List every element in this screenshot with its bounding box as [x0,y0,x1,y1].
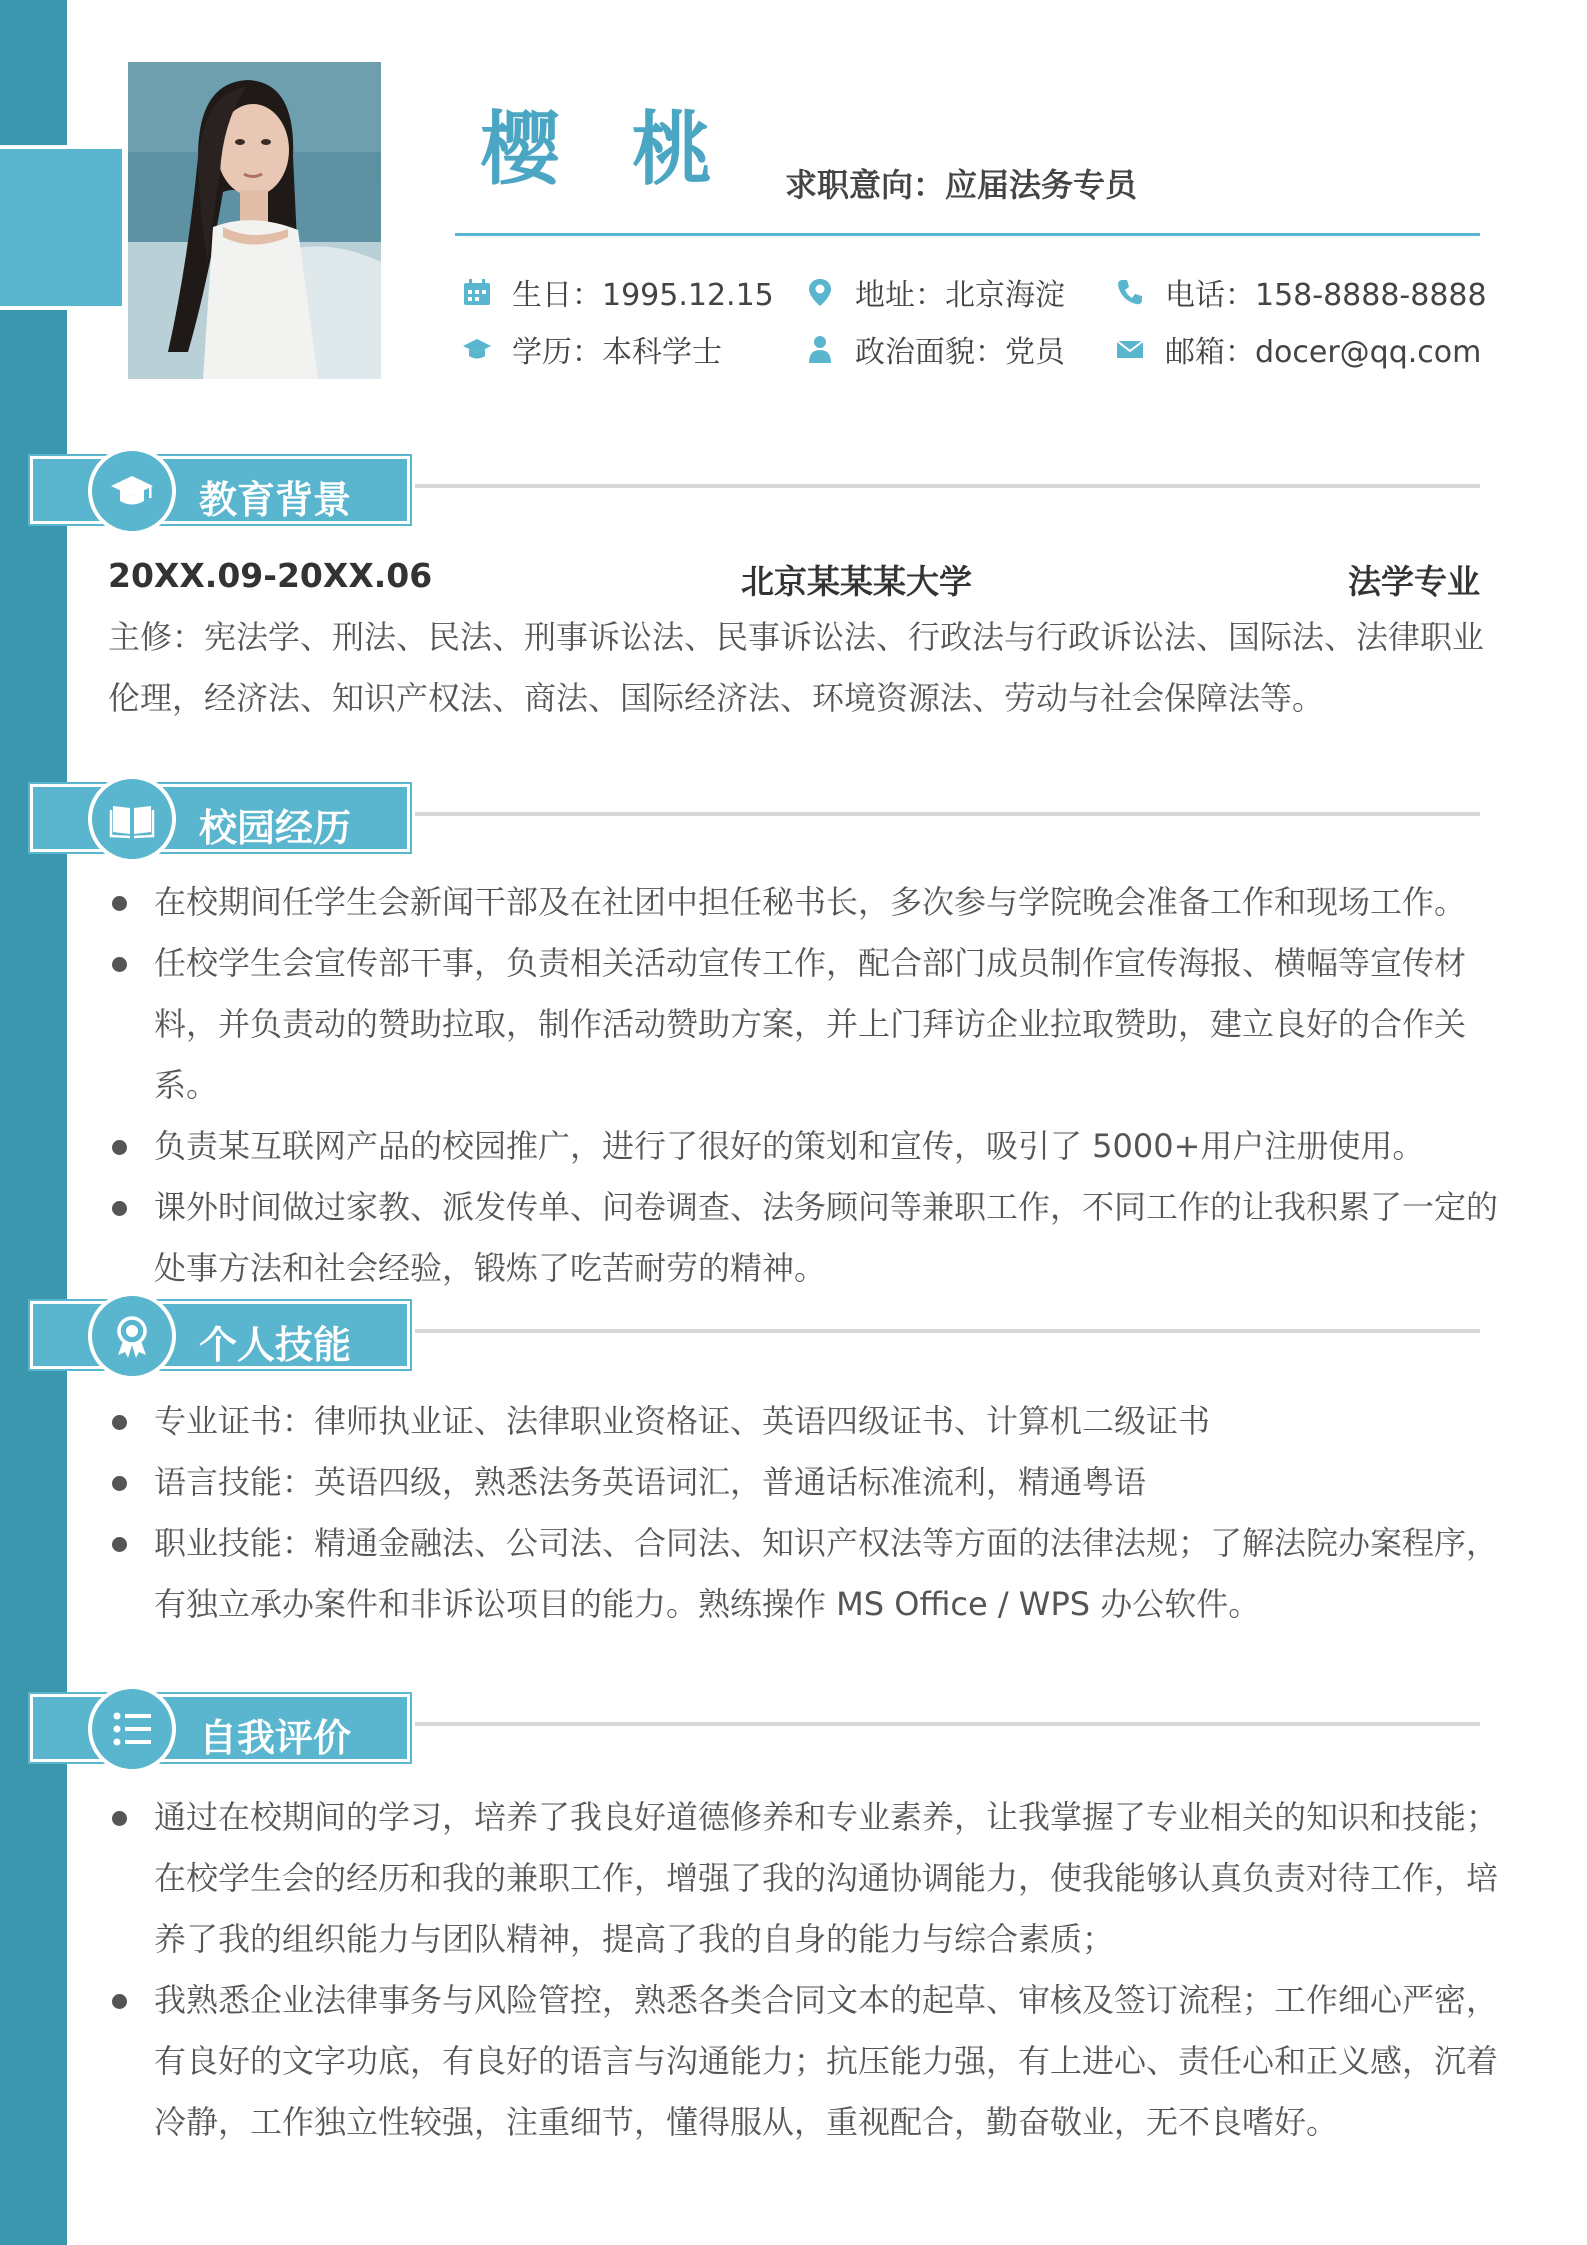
list-item: 语言技能：英语四级，熟悉法务英语词汇，普通话标准流利，精通粤语 [108,1452,1498,1513]
list-icon [88,1685,176,1773]
graduation-cap-small-icon [462,334,492,364]
person-icon [805,334,835,364]
location-pin-icon [805,277,835,307]
self-eval-list [108,1787,1498,2153]
section-title-skills: 个人技能 [199,1323,352,1367]
info-email [1115,327,1481,371]
section-title-campus: 校园经历 [199,806,352,850]
info-phone [1115,270,1487,314]
section-title-self-eval: 自我评价 [199,1716,352,1760]
profile-photo [128,62,381,379]
portrait-illustration [128,62,381,379]
section-rule-self-eval [415,1722,1480,1726]
education-text: 学历：本科学士 [512,335,722,370]
candidate-name: 樱 桃 [480,103,734,196]
education-row [108,556,1480,600]
section-header-self-eval [30,1694,410,1762]
left-sidebar-bar [0,0,67,2245]
email-text: 邮箱：docer@qq.com [1165,335,1482,370]
award-icon [88,1292,176,1380]
list-item: 我熟悉企业法律事务与风险管控，熟悉各类合同文本的起草、审核及签订流程；工作细心严密，有良好的文字功底，有良好的语言与沟通能力；抗压能力强，有上进心、责任心和正义感，沉着冷静，工作独立性较强，注重细节，懂得服从，重视配合，勤奋敬业，无不良嗜好。 [108,1970,1498,2153]
info-address [805,270,1065,314]
section-rule-skills [415,1329,1480,1333]
info-political [805,327,1065,371]
list-item: 课外时间做过家教、派发传单、问卷调查、法务顾问等兼职工作，不同工作的让我积累了一定的处事方法和社会经验，锻炼了吃苦耐劳的精神。 [108,1177,1498,1299]
address-text: 地址：北京海淀 [855,278,1065,313]
calendar-icon [462,277,492,307]
section-header-education [30,456,410,524]
section-rule-campus [415,812,1480,816]
section-header-campus [30,784,410,852]
skills-list [108,1391,1498,1635]
list-item: 在校期间任学生会新闻干部及在社团中担任秘书长，多次参与学院晚会准备工作和现场工作。 [108,872,1498,933]
list-item: 职业技能：精通金融法、公司法、合同法、知识产权法等方面的法律法规；了解法院办案程序，有独立承办案件和非诉讼项目的能力。熟练操作 MS Office / WPS 办公软件。 [108,1513,1498,1635]
education-school: 北京某某某大学 [741,562,972,601]
education-period: 20XX.09-20XX.06 [108,556,433,595]
phone-icon [1115,277,1145,307]
campus-list [108,872,1498,1299]
section-rule-education [415,484,1480,488]
education-major: 法学专业 [1348,562,1480,601]
phone-text: 电话：158-8888-8888 [1165,278,1487,313]
job-intent: 求职意向：应届法务专员 [785,166,1138,204]
header-divider [455,233,1480,236]
mail-icon [1115,334,1145,364]
section-header-skills [30,1301,410,1369]
list-item: 专业证书：律师执业证、法律职业资格证、英语四级证书、计算机二级证书 [108,1391,1498,1452]
left-accent-block [0,145,122,310]
info-birth [462,270,774,314]
section-title-education: 教育背景 [199,478,352,522]
book-icon [88,775,176,863]
info-education [462,327,722,371]
graduation-cap-icon [88,447,176,535]
education-courses: 主修：宪法学、刑法、民法、刑事诉讼法、民事诉讼法、行政法与行政诉讼法、国际法、法律职业伦理，经济法、知识产权法、商法、国际经济法、环境资源法、劳动与社会保障法等。 [108,618,1485,717]
list-item: 通过在校期间的学习，培养了我良好道德修养和专业素养，让我掌握了专业相关的知识和技能；在校学生会的经历和我的兼职工作，增强了我的沟通协调能力，使我能够认真负责对待工作，培养了我的组织能力与团队精神，提高了我的自身的能力与综合素质； [108,1787,1498,1970]
list-item: 负责某互联网产品的校园推广，进行了很好的策划和宣传，吸引了 5000+用户注册使用。 [108,1116,1498,1177]
political-text: 政治面貌：党员 [855,335,1065,370]
birth-text: 生日：1995.12.15 [512,278,774,313]
list-item: 任校学生会宣传部干事，负责相关活动宣传工作，配合部门成员制作宣传海报、横幅等宣传材料，并负责动的赞助拉取，制作活动赞助方案，并上门拜访企业拉取赞助，建立良好的合作关系。 [108,933,1498,1116]
